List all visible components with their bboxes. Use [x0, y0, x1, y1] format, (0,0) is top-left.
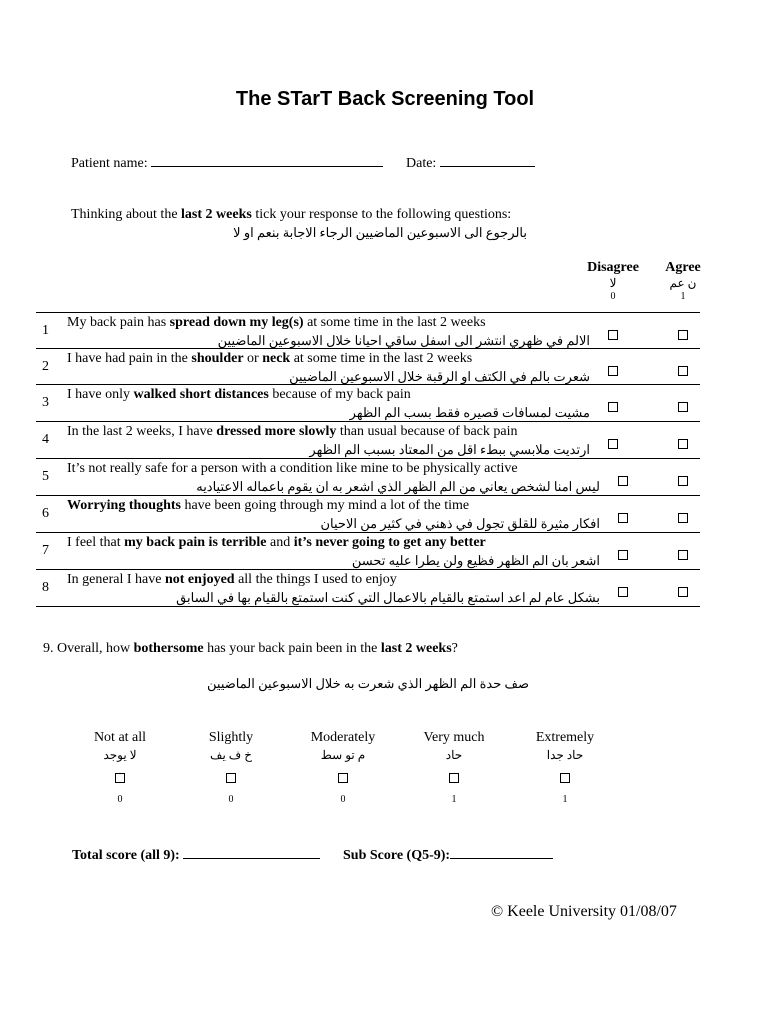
q9-arabic: صف حدة الم الظهر الذي شعرت به خلال الاسبوعين الماضيين	[207, 676, 529, 691]
intro-post: tick your response to the following questions:	[251, 207, 512, 222]
q9-text: 9. Overall, how bothersome has your back pain been in the last 2 weeks?	[43, 641, 458, 656]
footer-copyright: © Keele University 01/08/07	[491, 903, 677, 920]
question-row	[36, 313, 700, 349]
option-score: 0	[228, 794, 234, 805]
option-label: Extremely	[535, 730, 595, 745]
option-score: 1	[562, 794, 568, 805]
option-checkbox[interactable]	[560, 773, 570, 783]
agree-checkbox[interactable]	[678, 439, 688, 449]
question-row	[36, 570, 700, 607]
question-row	[36, 459, 700, 496]
disagree-checkbox[interactable]	[608, 330, 618, 340]
agree-checkbox[interactable]	[678, 402, 688, 412]
question-text: I have only walked short distances because of my back pain	[67, 387, 411, 402]
question-number: 4	[42, 432, 49, 447]
total-score-field[interactable]	[183, 845, 320, 859]
intro-bold: last 2 weeks	[181, 207, 252, 222]
question-row	[36, 533, 700, 570]
question-text: In general I have not enjoyed all the things I used to enjoy	[67, 572, 397, 587]
disagree-arabic: لا	[609, 276, 617, 290]
question-arabic: ارتديت ملابسي ببطء اقل من المعتاد بسبب الم الظهر	[309, 442, 590, 457]
question-text: My back pain has spread down my leg(s) at some time in the last 2 weeks	[67, 315, 486, 330]
question-arabic: بشكل عام لم اعد استمتع بالقيام بالاعمال التي كنت استمتع بالقيام بها في السابق	[176, 590, 600, 605]
option-arabic: حاد	[445, 748, 463, 762]
question-text: I have had pain in the shoulder or neck at some time in the last 2 weeks	[67, 351, 473, 366]
question-arabic: الالم في ظهري انتشر الى اسفل ساقي احيانا خلال الاسبوعين الماضيين	[217, 333, 590, 348]
question-arabic: ليس امنا لشخص يعاني من الم الظهر الذي اشعر به ان يقوم باعماله الاعتياديه	[196, 479, 600, 494]
question-arabic: اشعر بان الم الظهر فظيع ولن يطرا عليه تحسن	[351, 553, 600, 568]
disagree-score: 0	[610, 291, 616, 302]
question-row	[36, 496, 700, 533]
question-number: 8	[42, 580, 49, 595]
agree-checkbox[interactable]	[678, 330, 688, 340]
patient-name-field[interactable]	[151, 153, 383, 167]
option-label: Slightly	[208, 730, 254, 745]
option-arabic: خ ف يف	[210, 748, 252, 762]
question-text: Worrying thoughts have been going through my mind a lot of the time	[67, 498, 470, 513]
intro-text	[71, 207, 511, 223]
question-arabic: افكار مثيرة للقلق تجول في ذهني في كثير من الاحيان	[320, 516, 600, 531]
option-checkbox[interactable]	[338, 773, 348, 783]
intro-pre: Thinking about the	[71, 207, 182, 222]
question-number: 3	[42, 395, 49, 410]
q9-option-not-at-all	[65, 730, 175, 805]
disagree-label: Disagree	[587, 260, 639, 275]
option-score: 0	[117, 794, 123, 805]
date-field[interactable]	[440, 153, 535, 167]
total-score-label: Total score (all 9):	[72, 848, 184, 863]
q9-option-moderately	[288, 730, 398, 805]
agree-checkbox[interactable]	[678, 513, 688, 523]
disagree-checkbox[interactable]	[608, 402, 618, 412]
option-score: 0	[340, 794, 346, 805]
sub-score-label: Sub Score (Q5-9):	[343, 848, 451, 863]
question-row	[36, 385, 700, 422]
agree-checkbox[interactable]	[678, 587, 688, 597]
q9-option-slightly	[176, 730, 286, 805]
question-row	[36, 349, 700, 385]
question-text: It’s not really safe for a person with a condition like mine to be physically active	[67, 461, 518, 476]
option-checkbox[interactable]	[449, 773, 459, 783]
intro-arabic: بالرجوع الى الاسبوعين الماضيين الرجاء الاجابة بنعم او لا	[233, 225, 527, 240]
option-checkbox[interactable]	[226, 773, 236, 783]
agree-checkbox[interactable]	[678, 550, 688, 560]
question-number: 6	[42, 506, 49, 521]
page-title: The STarT Back Screening Tool	[235, 88, 535, 110]
agree-label: Agree	[665, 260, 701, 275]
patient-name-label: Patient name:	[71, 156, 152, 171]
disagree-header	[580, 260, 646, 302]
agree-score: 1	[680, 291, 686, 302]
disagree-checkbox[interactable]	[618, 587, 628, 597]
option-score: 1	[451, 794, 457, 805]
date-label: Date:	[406, 156, 440, 171]
total-score-line	[72, 845, 320, 864]
q9-option-extremely	[510, 730, 620, 805]
question-arabic: شعرت بالم في الكتف او الرقبة خلال الاسبوعين الماضيين	[289, 369, 590, 384]
question-number: 5	[42, 469, 49, 484]
option-checkbox[interactable]	[115, 773, 125, 783]
sub-score-field[interactable]	[450, 845, 553, 859]
patient-name-line	[71, 153, 383, 172]
option-label: Moderately	[310, 730, 376, 745]
disagree-checkbox[interactable]	[608, 366, 618, 376]
disagree-checkbox[interactable]	[618, 513, 628, 523]
disagree-checkbox[interactable]	[618, 476, 628, 486]
question-arabic: مشيت لمسافات قصيره فقط بسب الم الظهر	[349, 405, 590, 420]
agree-checkbox[interactable]	[678, 366, 688, 376]
sub-score-line	[343, 845, 553, 864]
option-arabic: حاد جدا	[546, 748, 584, 762]
agree-checkbox[interactable]	[678, 476, 688, 486]
question-number: 2	[42, 359, 49, 374]
date-line	[406, 153, 535, 172]
question-row	[36, 422, 700, 459]
option-label: Not at all	[93, 730, 147, 745]
option-arabic: لا يوجد	[103, 748, 137, 762]
q9-option-very-much	[399, 730, 509, 805]
disagree-checkbox[interactable]	[618, 550, 628, 560]
question-number: 1	[42, 323, 49, 338]
agree-arabic: ن عم	[669, 276, 697, 290]
question-number: 7	[42, 543, 49, 558]
option-label: Very much	[423, 730, 485, 745]
disagree-checkbox[interactable]	[608, 439, 618, 449]
agree-header	[658, 260, 708, 302]
question-text: In the last 2 weeks, I have dressed more slowly than usual because of back pain	[67, 424, 518, 439]
question-text: I feel that my back pain is terrible and it’s never going to get any better	[67, 535, 486, 550]
option-arabic: م تو سط	[320, 748, 366, 762]
